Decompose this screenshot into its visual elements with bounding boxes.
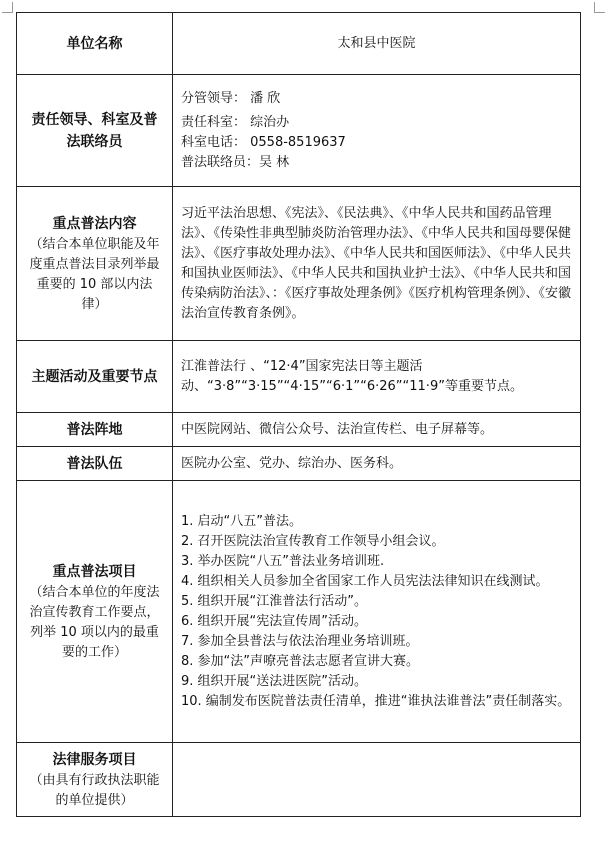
team-value: 医院办公室、党办、综治办、医务科。	[173, 447, 581, 481]
unit-name-value: 太和县中医院	[173, 13, 581, 75]
page-corner-mark-right	[594, 2, 605, 13]
row-base	[17, 413, 581, 447]
responsible-label: 责任领导、科室及普法联络员	[31, 111, 158, 150]
row-unit-name	[17, 13, 581, 75]
list-item: 4. 组织相关人员参加全省国家工作人员宪法法律知识在线测试。	[181, 573, 549, 589]
list-item: 5. 组织开展“江淮普法行活动”。	[181, 593, 368, 609]
key-content-value: 习近平法治思想、《宪法》、《民法典》、《中华人民共和国药品管理法》、《传染性非典型肺炎防治管理办法》、《中华人民共和国母婴保健法》、《医疗事故处理办法》、《中华人民共和国医师法》、《中华人民共和国执业医师法》、《中华人民共和国执业护士法》、《中华人民共和国传染病防治法》、：《医疗事故处理条例》《医疗机构管理条例》、《安徽法治宣传教育条例》。	[173, 187, 581, 341]
unit-name-label: 单位名称	[66, 35, 123, 52]
row-responsible	[17, 75, 581, 187]
responsible-liaison: 普法联络员：吴 林	[181, 154, 290, 170]
team-label: 普法队伍	[66, 455, 123, 472]
row-key-content	[17, 187, 581, 341]
key-projects-list	[173, 481, 581, 743]
row-legal-service	[17, 743, 581, 817]
key-projects-sublabel: （结合本单位的年度法治宣传教育工作要点，列举 10 项以内的最重要的工作）	[29, 584, 160, 660]
team-label-cell	[17, 447, 173, 481]
legal-service-label: 法律服务项目	[52, 751, 137, 768]
list-item: 6. 组织开展“宪法宣传周”活动。	[181, 613, 368, 629]
key-content-sublabel: （结合本单位职能及年度重点普法目录列举最重要的 10 部以内法律）	[29, 236, 160, 312]
key-projects-label: 重点普法项目	[52, 563, 137, 580]
base-label: 普法阵地	[66, 421, 123, 438]
key-content-label-cell	[17, 187, 173, 341]
responsible-department: 责任科室： 综治办	[181, 114, 290, 130]
list-item: 7. 参加全县普法与依法治理业务培训班。	[181, 633, 419, 649]
list-item: 1. 启动“八五”普法。	[181, 513, 303, 529]
law-popularization-table	[16, 12, 581, 817]
theme-activities-label-cell	[17, 341, 173, 413]
unit-name-label-cell	[17, 13, 173, 75]
list-item: 3. 举办医院“八五”普法业务培训班.	[181, 553, 385, 569]
responsible-leader: 分管领导： 潘 欣	[181, 90, 281, 106]
list-item: 9. 组织开展“送法进医院”活动。	[181, 673, 368, 689]
list-item: 8. 参加“法”声嘹亮普法志愿者宣讲大赛。	[181, 653, 420, 669]
list-item: 2. 召开医院法治宣传教育工作领导小组会议。	[181, 533, 445, 549]
theme-activities-label: 主题活动及重要节点	[31, 368, 158, 385]
row-team	[17, 447, 581, 481]
key-content-label: 重点普法内容	[52, 215, 137, 232]
responsible-label-cell	[17, 75, 173, 187]
legal-service-sublabel: （由具有行政执法职能的单位提供）	[29, 772, 160, 808]
legal-service-value	[173, 743, 581, 817]
row-key-projects	[17, 481, 581, 743]
base-label-cell	[17, 413, 173, 447]
row-theme-activities	[17, 341, 581, 413]
responsible-value-cell	[173, 75, 581, 187]
key-projects-label-cell	[17, 481, 173, 743]
base-value: 中医院网站、微信公众号、法治宣传栏、电子屏幕等。	[173, 413, 581, 447]
page-corner-mark-left	[2, 2, 13, 13]
list-item: 10. 编制发布医院普法责任清单，推进“谁执法谁普法”责任制落实。	[181, 693, 571, 709]
legal-service-label-cell	[17, 743, 173, 817]
responsible-phone: 科室电话： 0558-8519637	[181, 134, 346, 150]
theme-activities-value: 江淮普法行 、“12·4”国家宪法日等主题活动、“3·8”“3·15”“4·15”“6·1”“6·26”“11·9”等重要节点。	[173, 341, 581, 413]
